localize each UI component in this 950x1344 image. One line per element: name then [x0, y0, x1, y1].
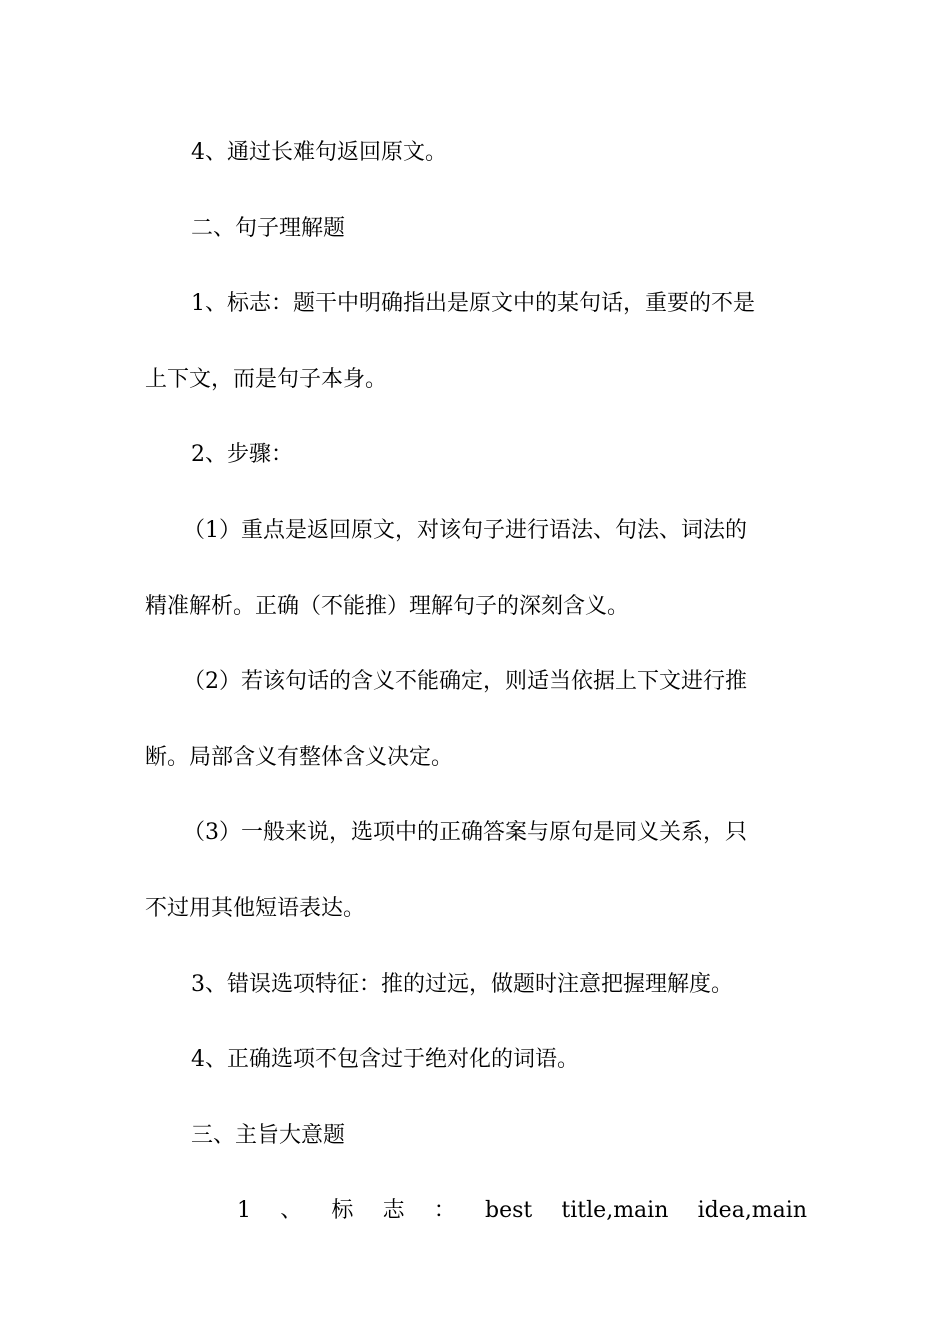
- paragraph-line: 精准解析。正确（不能推）理解句子的深刻含义。: [145, 593, 630, 619]
- line-token: 志: [382, 1198, 405, 1224]
- line-token: ：: [433, 1198, 456, 1224]
- paragraph-line: 1、标志：题干中明确指出是原文中的某句话，重要的不是: [191, 291, 755, 317]
- paragraph-line: 2、步骤：: [191, 442, 293, 468]
- paragraph-line: 上下文，而是句子本身。: [145, 366, 388, 392]
- paragraph-line: （1）重点是返回原文，对该句子进行语法、句法、词法的: [183, 517, 747, 543]
- line-token: 标: [331, 1198, 354, 1224]
- paragraph-line: 4、正确选项不包含过于绝对化的词语。: [191, 1047, 579, 1073]
- line-token: idea,main: [697, 1198, 807, 1224]
- paragraph-line: （2）若该句话的含义不能确定，则适当依据上下文进行推: [183, 669, 747, 695]
- paragraph-line: 3、错误选项特征：推的过远，做题时注意把握理解度。: [191, 971, 733, 997]
- paragraph-line: 断。局部含义有整体含义决定。: [145, 744, 454, 770]
- line-token: 、: [280, 1198, 303, 1224]
- paragraph-line: （3）一般来说，选项中的正确答案与原句是同义关系，只: [183, 820, 747, 846]
- justified-line: [145, 1188, 807, 1264]
- paragraph-line: 不过用其他短语表达。: [145, 895, 366, 921]
- line-token: best: [485, 1198, 533, 1224]
- line-token: title,main: [561, 1198, 669, 1224]
- line-token: 1: [237, 1198, 251, 1224]
- document-body: [145, 130, 807, 1264]
- paragraph-line: 4、通过长难句返回原文。: [191, 140, 447, 165]
- section-heading: 二、句子理解题: [191, 215, 346, 241]
- section-heading: 三、主旨大意题: [191, 1122, 346, 1148]
